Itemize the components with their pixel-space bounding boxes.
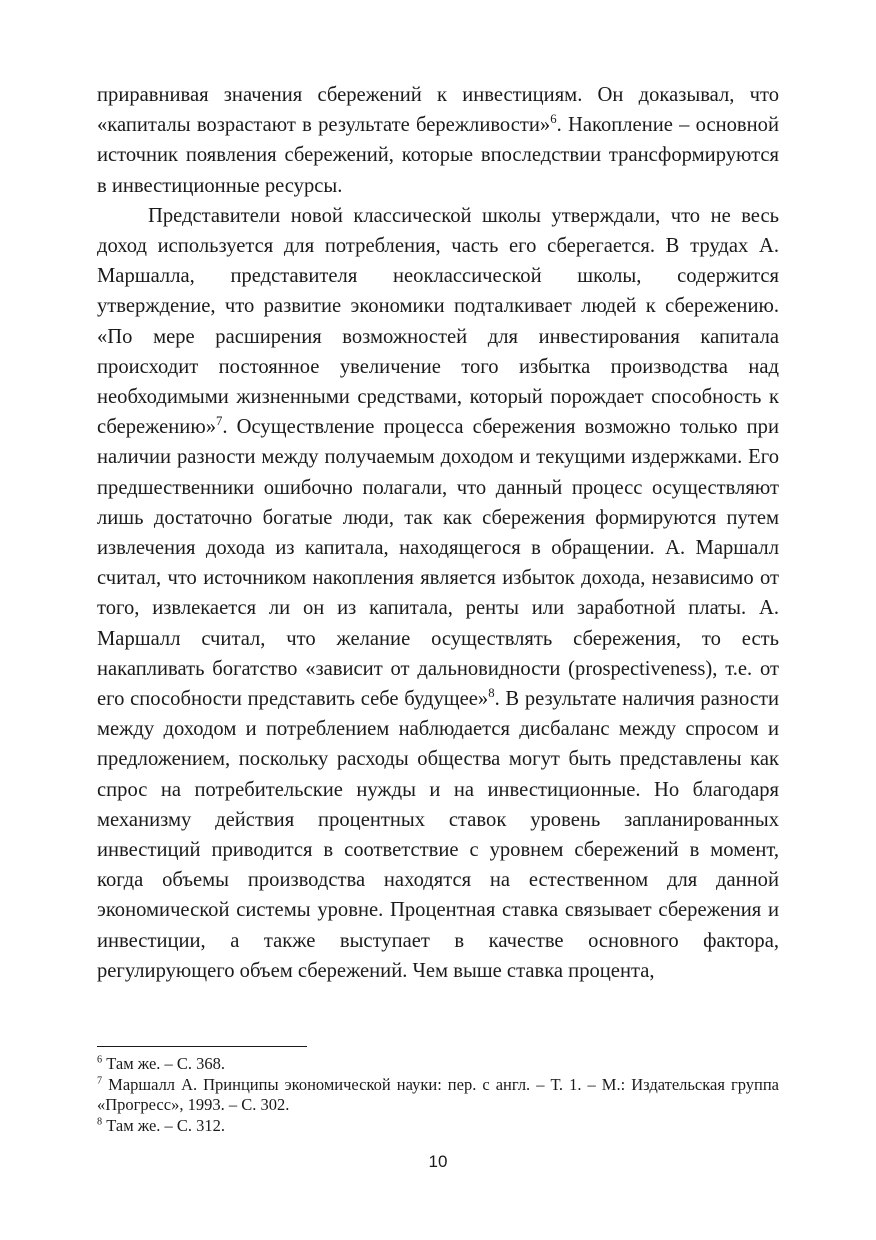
paragraph-2-text-b: . Осуществление процесса сбережения возможно только при наличии разности между получаемым доходом и текущими издержками. Его предшественники ошибочно полагали, что данный процесс осуществляют лишь достаточно богатые люди, так как сбережения формируются путем извлечения дохода из капитала, находящегося в обращении. А. Маршалл считал, что источником накопления является избыток дохода, независимо от того, извлекается ли он из капитала, ренты или заработной платы. А. Маршалл считал, что желание осуществлять сбережения, то есть накапливать богатство «зависит от дальновидности (prospectiveness), т.е. от его способности представить себе будущее» [97,416,779,711]
page-number: 10 [428,1152,448,1171]
footnote-number: 8 [97,1116,103,1127]
paragraph-1-text-b: . Накопление – основной источник появления сбережений, которые впоследствии трансформируются в инвестиционные ресурсы. [97,114,779,197]
footnote-text: Маршалл А. Принципы экономической науки: пер. с англ. – Т. 1. – М.: Издательская группа «Прогресс», 1993. – С. 302. [97,1074,779,1114]
footnote-separator [97,1046,307,1047]
footnote-number: 6 [97,1054,103,1066]
footnote-ref-8[interactable]: 8 [488,686,495,701]
paragraph-2 [97,201,779,986]
footnote-ref-7[interactable]: 7 [216,414,223,429]
paragraph-2-text-a: Представители новой классической школы утверждали, что не весь доход используется для потребления, часть его сберегается. В трудах А. Маршалла, представителя неоклассической школы, содержится утверждение, что развитие экономики подталкивает людей к сбережению. «По мере расширения возможностей для инвестирования капитала происходит постоянное увеличение того избытка производства над необходимыми жизненными средствами, который порождает способность к сбережению» [97,204,779,439]
footnote-ref-6[interactable]: 6 [550,112,557,127]
footnotes [97,1046,779,1136]
page-body [97,80,779,986]
footnote-text: Там же. – С. 312. [102,1115,226,1135]
footnote-7 [97,1075,779,1116]
footnote-8 [97,1116,779,1137]
footnote-number: 7 [97,1075,103,1086]
footnote-text: Там же. – С. 368. [102,1054,226,1073]
paragraph-2-text-c: . В результате наличия разности между доходом и потреблением наблюдается дисбаланс между спросом и предложением, поскольку расходы общества могут быть представлены как спрос на потребительские нужды и на инвестиционные. Но благодаря механизму действия процентных ставок уровень запланированных инвестиций приводится в соответствие с уровнем сбережений в момент, когда объемы производства находятся на естественном для данной экономической системы уровне. Процентная ставка связывает сбережения и инвестиции, а также выступает в качестве основного фактора, регулирующего объем сбережений. Чем выше ставка процента, [97,688,779,982]
paragraph-1 [97,80,779,201]
paragraph-1-text-a: приравнивая значения сбережений к инвестициям. Он доказывал, что «капиталы возрастают в результате бережливости» [97,84,779,137]
footnote-6 [97,1054,779,1075]
